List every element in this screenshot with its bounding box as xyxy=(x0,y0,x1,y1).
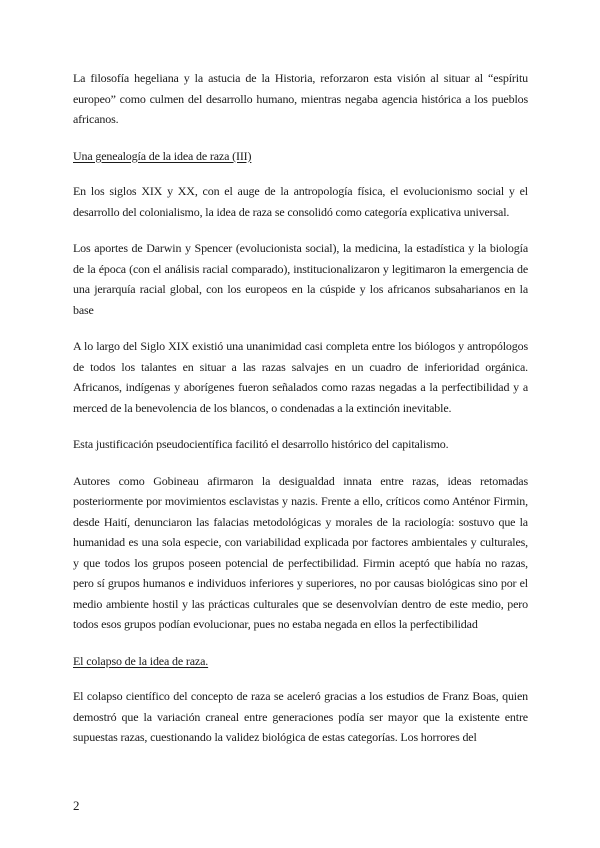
paragraph-siglo-xix: A lo largo del Siglo XIX existió una unanimidad casi completa entre los biólogos y antropólogos de todos los talantes en situar a las razas salvajes en un cuadro de inferioridad orgánica. Africanos, indígenas y aborígenes fueron señalados como razas negadas a la perfectibilidad y a merced de la benevolencia de los blancos, o condenadas a la extinción inevitable. xyxy=(73,339,528,415)
paragraph-gobineau-firmin: Autores como Gobineau afirmaron la desigualdad innata entre razas, ideas retomadas posteriormente por movimientos esclavistas y nazis. Frente a ello, críticos como Anténor Firmin, desde Haití, denunciaron las falacias metodológicas y morales de la raciología: sostuvo que la humanidad es una sola especie, con variabilidad explicada por factores ambientales y culturales, y que todos los grupos poseen potencial de perfectibilidad. Firmin aceptó que había no razas, pero sí grupos humanos e individuos inferiores y superiores, no por causas biológicas sino por el medio ambiente hostil y las prácticas culturales que se desenvolvían dentro de este medio, pero todos esos grupos podían evolucionar, pues no estaba negada en ellos la perfectibilidad xyxy=(73,473,528,631)
paragraph-boas: El colapso científico del concepto de raza se aceleró gracias a los estudios de Franz Boas, quien demostró que la variación craneal entre generaciones podía ser mayor que la existente entre supuestas razas, cuestionando la validez biológica de estas categorías. Los horrores del xyxy=(73,689,528,744)
paragraph-capitalismo: Esta justificación pseudocientífica facilitó el desarrollo histórico del capitalismo. xyxy=(73,437,449,451)
section-heading-genealogia: Una genealogía de la idea de raza (III) xyxy=(73,148,252,163)
paragraph-darwin-spencer: Los aportes de Darwin y Spencer (evolucionista social), la medicina, la estadística y la biología de la época (con el análisis racial comparado), institucionalizaron y legitimaron la emergencia de una jerarquía racial global, con los europeos en la cúspide y los africanos subsaharianos en la base xyxy=(73,241,528,317)
paragraph-siglos: En los siglos XIX y XX, con el auge de la antropología física, el evolucionismo social y el desarrollo del colonialismo, la idea de raza se consolidó como categoría explicativa universal. xyxy=(73,184,528,219)
paragraph-hegel: La filosofía hegeliana y la astucia de la Historia, reforzaron esta visión al situar al “espíritu europeo” como culmen del desarrollo humano, mientras negaba agencia histórica a los pueblos africanos. xyxy=(73,71,528,126)
section-heading-colapso: El colapso de la idea de raza. xyxy=(73,653,209,668)
page-body xyxy=(73,68,528,764)
page-number: 2 xyxy=(73,798,80,813)
